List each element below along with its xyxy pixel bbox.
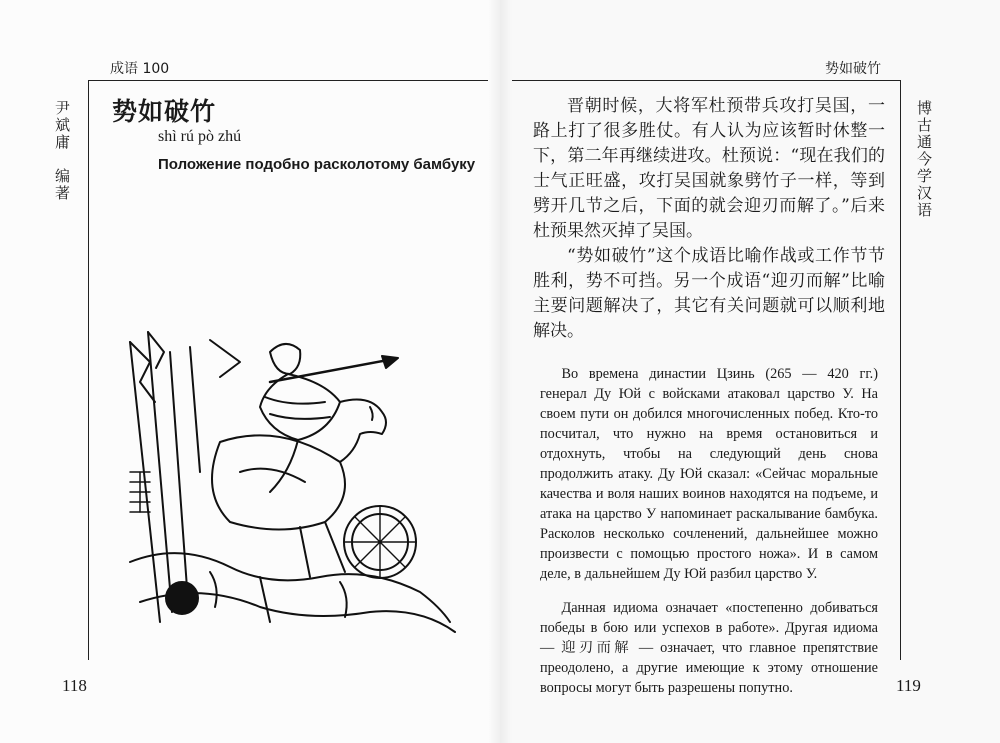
russian-text-block (540, 364, 878, 712)
russian-paragraph: Данная идиома означает «постепенно добиваться победы в бою или успехов в работе». Другая идиома — 迎刃而解 — означает, что главное препятствие преодолено, а другие имеющие к этому отношение вопросы могут быть разрешены попутно. (540, 600, 878, 696)
left-margin-rule (88, 80, 89, 660)
idiom-russian-translation: Положение подобно расколотому бамбуку (158, 156, 476, 173)
russian-paragraph: Во времена династии Цзинь (265 — 420 гг.) генерал Ду Юй с войсками атаковал царство У. На своем пути он добился многочисленных побед. Кто-то посчитал, что нужно на время остановиться и отдохнуть, чтобы на следующий день снова продолжить атаку. Ду Юй сказал: «Сейчас моральные качества и воля наших воинов находятся на подъеме, и атака на царство У напоминает раскалывание бамбука. Расколов несколько сочленений, дальнейшее можно произвести с помощью простого ножа». И в самом деле, в дальнейшем Ду Юй разбил царство У. (540, 366, 878, 582)
right-page-header: 势如破竹 (825, 61, 881, 77)
right-margin-rule (900, 80, 901, 660)
left-page-number: 118 (62, 676, 87, 695)
series-vertical-text: 博古通今学汉语 (915, 100, 933, 219)
chinese-text-block (533, 94, 885, 344)
idiom-pinyin: shì rú pò zhú (158, 128, 242, 145)
idiom-title: 势如破竹 (112, 97, 217, 126)
left-page-header: 成语 100 (110, 61, 170, 77)
chinese-paragraph: 晋朝时候，大将军杜预带兵攻打吴国，一路上打了很多胜仗。有人认为应该暂时休整一下，第二年再继续进攻。杜预说：“现在我们的士气正旺盛，攻打吴国就象劈竹子一样，等到劈开几节之后，下面的就会迎刃而解了。”后来杜预果然灭掉了吴国。 (533, 96, 885, 241)
right-page-number: 119 (896, 676, 921, 695)
chinese-paragraph: “势如破竹”这个成语比喻作战或工作节节胜利，势不可挡。另一个成语“迎刃而解”比喻主要问题解决了，其它有关问题就可以顺利地解决。 (533, 246, 885, 341)
author-vertical-text: 尹斌庸 编著 (53, 100, 71, 202)
left-header-rule (88, 80, 488, 81)
right-header-rule (512, 80, 900, 81)
book-gutter (488, 0, 512, 743)
battle-illustration (120, 322, 460, 642)
